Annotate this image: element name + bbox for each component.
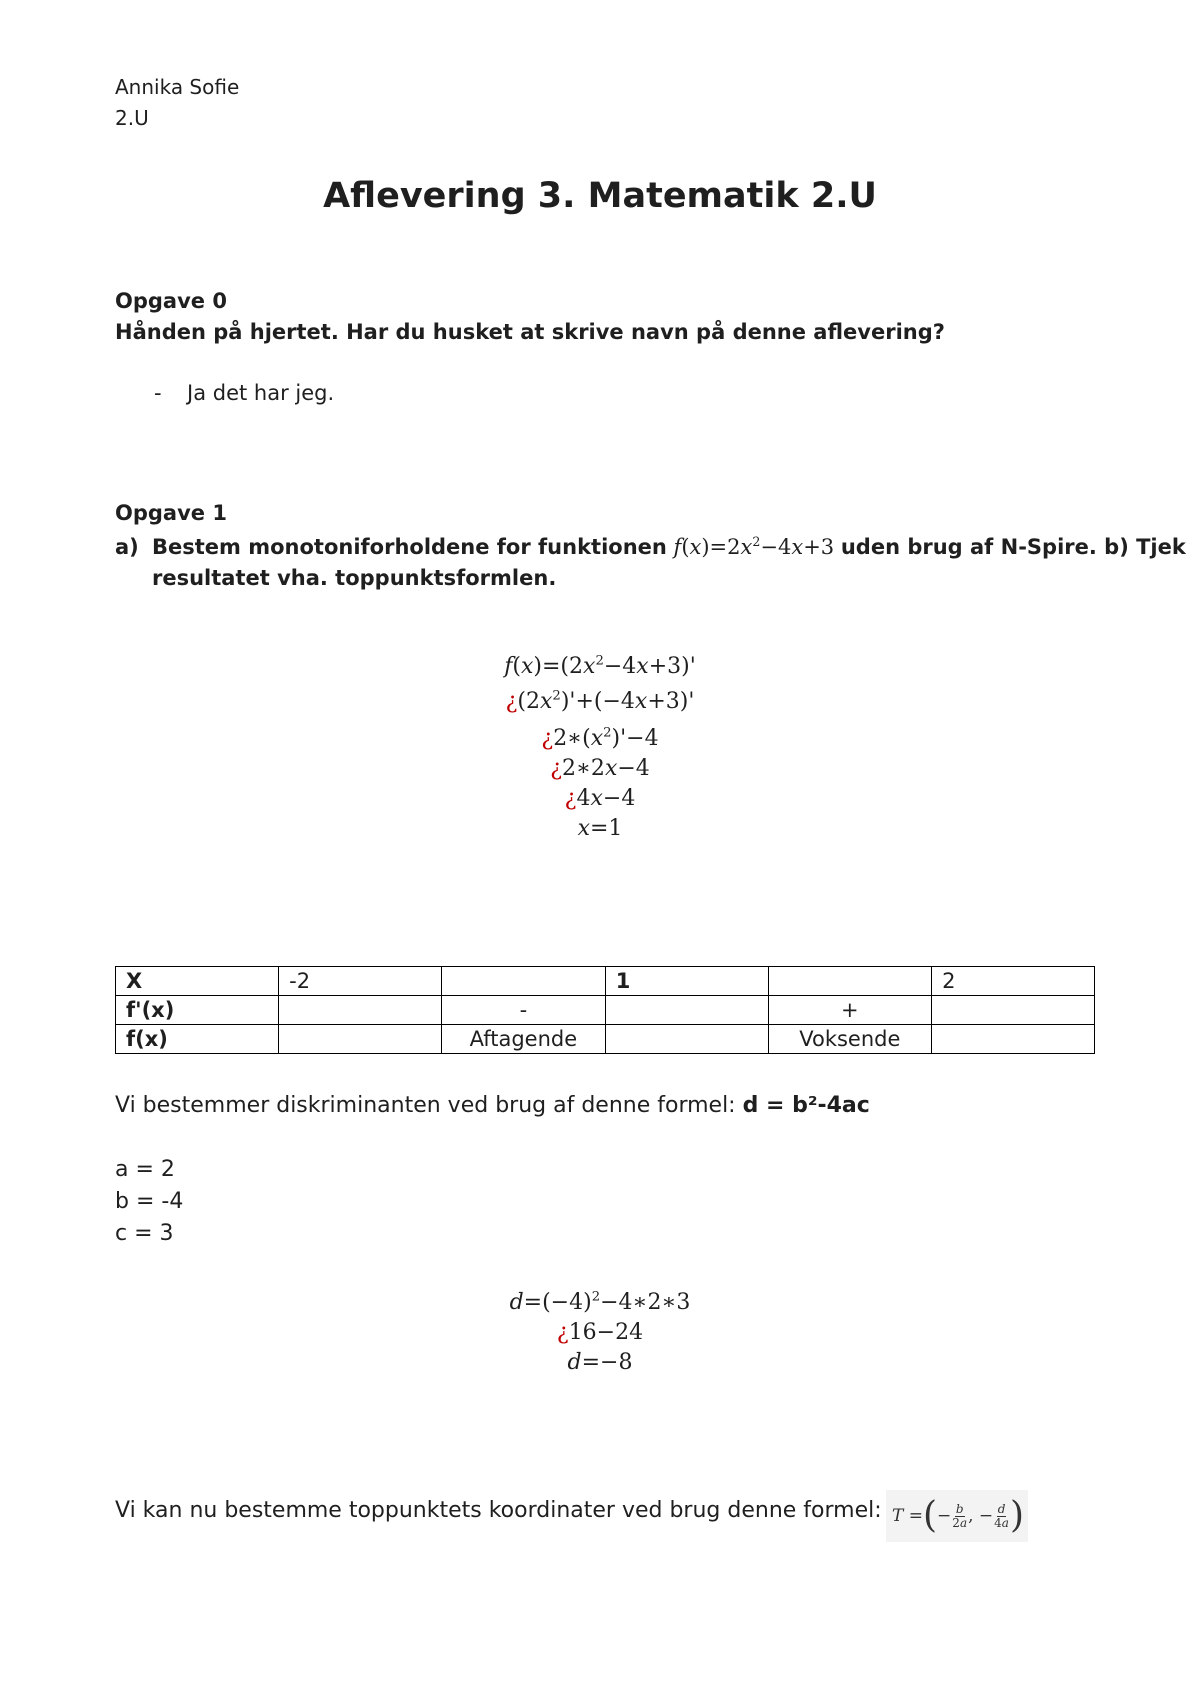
coef-c: c = 3 [115, 1221, 174, 1246]
coef-a: a = 2 [115, 1157, 175, 1182]
discriminant-intro: Vi bestemmer diskriminanten ved brug af denne formel: [115, 1093, 736, 1118]
discriminant-row: ¿16−24 [556, 1320, 644, 1345]
derivation-row: ¿$(2x^2)'+(-4x+3)'$ [505, 688, 695, 714]
author-name: Annika Sofie [115, 75, 240, 99]
derivation-row: ¿4x−4 [564, 786, 636, 811]
table-cell: -2 [279, 967, 442, 996]
derivation-row: $f(x)=(2x^2-4x+3)'$ [504, 653, 696, 679]
table-cell: Voksende [768, 1025, 932, 1054]
table-cell: f(x) [116, 1025, 279, 1054]
opgave1-text-before: Bestem monotoniforholdene for funktionen [152, 535, 667, 559]
opgave1-question [152, 532, 1186, 562]
table-cell: 2 [932, 967, 1095, 996]
derivation-row: ¿$2∗(x^2)'-4$ [541, 725, 659, 751]
derivation-row: ¿2∗2x−4 [550, 756, 650, 781]
table-cell [279, 1025, 442, 1054]
monotony-table [115, 966, 1095, 1054]
table-cell [932, 996, 1095, 1025]
opgave1-heading: Opgave 1 [115, 501, 227, 525]
opgave1-text-after: uden brug af N-Spire. b) Tjek [840, 535, 1186, 559]
table-cell [605, 1025, 768, 1054]
opgave1-marker: a) [115, 535, 139, 559]
discriminant-row: $d=(-4)^2-4∗2∗3$ [509, 1289, 691, 1315]
discriminant-formula: d = b²-4ac [742, 1093, 870, 1118]
opgave0-question: Hånden på hjertet. Har du husket at skrive navn på denne aflevering? [115, 320, 945, 344]
author-class: 2.U [115, 106, 149, 130]
table-cell: - [442, 996, 606, 1025]
table-cell: Aftagende [442, 1025, 606, 1054]
table-cell [605, 996, 768, 1025]
discriminant-row: d=−8 [567, 1350, 633, 1375]
vertex-formula-image: T = ( − $\frac{b}{2a}$ , − $\frac{d}{4a}$ ) [886, 1490, 1028, 1542]
table-cell [768, 967, 932, 996]
table-row [116, 996, 1095, 1025]
table-cell [932, 1025, 1095, 1054]
table-cell: + [768, 996, 932, 1025]
table-cell: 1 [605, 967, 768, 996]
table-cell [442, 967, 606, 996]
bullet-dash: - [154, 381, 162, 405]
table-row [116, 967, 1095, 996]
table-cell: f'(x) [116, 996, 279, 1025]
function-expression: $f(x)=2x^2-4x+3$ [673, 534, 835, 559]
table-cell: X [116, 967, 279, 996]
opgave0-heading: Opgave 0 [115, 289, 227, 313]
derivation-row: x=1 [577, 816, 623, 841]
coef-b: b = -4 [115, 1189, 184, 1214]
table-row [116, 1025, 1095, 1054]
opgave1-line2: resultatet vha. toppunktsformlen. [152, 566, 557, 590]
opgave0-answer: Ja det har jeg. [187, 381, 335, 405]
page-title: Aflevering 3. Matematik 2.U [323, 176, 877, 216]
table-cell [279, 996, 442, 1025]
toppunkt-intro: Vi kan nu bestemme toppunktets koordinater ved brug denne formel: [115, 1498, 882, 1523]
discriminant-intro-line [115, 1090, 870, 1122]
